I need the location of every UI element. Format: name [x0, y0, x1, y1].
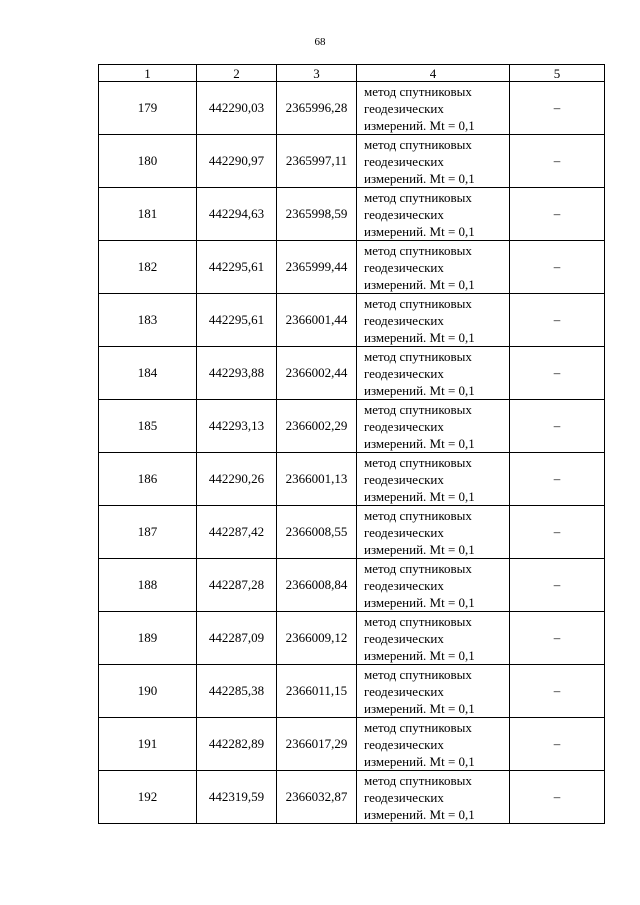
table-row — [99, 771, 605, 824]
method-cell — [357, 718, 510, 771]
method-text-line: измерений. Mt = 0,1 — [364, 541, 475, 557]
method-text-line: измерений. Mt = 0,1 — [364, 382, 475, 398]
method-text-line: метод спутниковых — [364, 560, 472, 576]
coordinate-y-cell: 2365998,59 — [277, 188, 357, 241]
method-text-line: геодезических — [364, 683, 444, 699]
method-text-line: измерений. Mt = 0,1 — [364, 223, 475, 239]
table-row — [99, 347, 605, 400]
point-number-cell: 191 — [99, 718, 197, 771]
method-text-line: измерений. Mt = 0,1 — [364, 647, 475, 663]
coordinate-y-cell: 2366017,29 — [277, 718, 357, 771]
table-row — [99, 241, 605, 294]
method-text-line: геодезических — [364, 259, 444, 275]
method-text-line: геодезических — [364, 206, 444, 222]
method-text-line: измерений. Mt = 0,1 — [364, 435, 475, 451]
table-row — [99, 82, 605, 135]
method-text-line: метод спутниковых — [364, 401, 472, 417]
coordinate-y-cell: 2366032,87 — [277, 771, 357, 824]
method-text-line: измерений. Mt = 0,1 — [364, 806, 475, 822]
coordinate-y-cell: 2366008,55 — [277, 506, 357, 559]
method-text-line: геодезических — [364, 153, 444, 169]
method-cell — [357, 506, 510, 559]
method-text-line: метод спутниковых — [364, 348, 472, 364]
note-cell: – — [510, 188, 605, 241]
method-cell — [357, 241, 510, 294]
coordinate-y-cell: 2366009,12 — [277, 612, 357, 665]
note-cell: – — [510, 771, 605, 824]
note-cell: – — [510, 612, 605, 665]
coordinate-y-cell: 2365997,11 — [277, 135, 357, 188]
note-cell: – — [510, 453, 605, 506]
method-text-line: геодезических — [364, 312, 444, 328]
coordinate-x-cell: 442287,09 — [197, 612, 277, 665]
table-row — [99, 135, 605, 188]
table-row — [99, 188, 605, 241]
method-cell — [357, 559, 510, 612]
coordinate-x-cell: 442290,97 — [197, 135, 277, 188]
method-text-line: измерений. Mt = 0,1 — [364, 276, 475, 292]
table-row — [99, 453, 605, 506]
header-col-3: 3 — [277, 65, 357, 82]
note-cell: – — [510, 135, 605, 188]
coordinate-y-cell: 2365996,28 — [277, 82, 357, 135]
coordinate-y-cell: 2366002,44 — [277, 347, 357, 400]
method-text-line: метод спутниковых — [364, 666, 472, 682]
method-text-line: метод спутниковых — [364, 83, 472, 99]
table-body — [99, 82, 605, 824]
method-text-line: измерений. Mt = 0,1 — [364, 753, 475, 769]
method-text-line: метод спутниковых — [364, 189, 472, 205]
note-cell: – — [510, 241, 605, 294]
coordinate-x-cell: 442287,28 — [197, 559, 277, 612]
point-number-cell: 183 — [99, 294, 197, 347]
method-cell — [357, 82, 510, 135]
coordinate-x-cell: 442295,61 — [197, 241, 277, 294]
note-cell: – — [510, 347, 605, 400]
table-row — [99, 506, 605, 559]
point-number-cell: 190 — [99, 665, 197, 718]
header-col-4: 4 — [357, 65, 510, 82]
method-text-line: метод спутниковых — [364, 454, 472, 470]
method-text-line: измерений. Mt = 0,1 — [364, 329, 475, 345]
table-row — [99, 559, 605, 612]
method-cell — [357, 665, 510, 718]
method-cell — [357, 771, 510, 824]
note-cell: – — [510, 559, 605, 612]
method-text-line: метод спутниковых — [364, 507, 472, 523]
note-cell: – — [510, 506, 605, 559]
note-cell: – — [510, 400, 605, 453]
method-cell — [357, 453, 510, 506]
coordinate-x-cell: 442295,61 — [197, 294, 277, 347]
coordinate-y-cell: 2366001,13 — [277, 453, 357, 506]
method-text-line: геодезических — [364, 471, 444, 487]
coordinate-x-cell: 442282,89 — [197, 718, 277, 771]
method-text-line: геодезических — [364, 418, 444, 434]
coordinate-x-cell: 442319,59 — [197, 771, 277, 824]
point-number-cell: 192 — [99, 771, 197, 824]
method-text-line: геодезических — [364, 789, 444, 805]
point-number-cell: 184 — [99, 347, 197, 400]
method-text-line: геодезических — [364, 577, 444, 593]
method-cell — [357, 612, 510, 665]
method-text-line: геодезических — [364, 630, 444, 646]
method-text-line: метод спутниковых — [364, 719, 472, 735]
point-number-cell: 180 — [99, 135, 197, 188]
table-row — [99, 294, 605, 347]
header-col-1: 1 — [99, 65, 197, 82]
point-number-cell: 185 — [99, 400, 197, 453]
method-text-line: измерений. Mt = 0,1 — [364, 117, 475, 133]
method-text-line: метод спутниковых — [364, 772, 472, 788]
method-text-line: измерений. Mt = 0,1 — [364, 170, 475, 186]
method-text-line: метод спутниковых — [364, 136, 472, 152]
method-text-line: метод спутниковых — [364, 295, 472, 311]
method-text-line: измерений. Mt = 0,1 — [364, 488, 475, 504]
table-row — [99, 718, 605, 771]
method-text-line: геодезических — [364, 100, 444, 116]
page-number: 68 — [314, 36, 326, 48]
point-number-cell: 182 — [99, 241, 197, 294]
method-text-line: измерений. Mt = 0,1 — [364, 700, 475, 716]
method-text-line: измерений. Mt = 0,1 — [364, 594, 475, 610]
note-cell: – — [510, 294, 605, 347]
coordinate-x-cell: 442293,88 — [197, 347, 277, 400]
method-cell — [357, 188, 510, 241]
method-cell — [357, 135, 510, 188]
method-cell — [357, 294, 510, 347]
table-header-row — [99, 65, 605, 82]
method-text-line: метод спутниковых — [364, 613, 472, 629]
method-cell — [357, 400, 510, 453]
coordinate-y-cell: 2365999,44 — [277, 241, 357, 294]
table-row — [99, 400, 605, 453]
method-cell — [357, 347, 510, 400]
method-text-line: геодезических — [364, 524, 444, 540]
note-cell: – — [510, 82, 605, 135]
method-text-line: геодезических — [364, 736, 444, 752]
coordinates-table — [98, 64, 605, 824]
note-cell: – — [510, 718, 605, 771]
table-row — [99, 665, 605, 718]
coordinate-x-cell: 442290,03 — [197, 82, 277, 135]
header-col-5: 5 — [510, 65, 605, 82]
coordinate-y-cell: 2366008,84 — [277, 559, 357, 612]
method-text-line: метод спутниковых — [364, 242, 472, 258]
note-cell: – — [510, 665, 605, 718]
coordinate-y-cell: 2366001,44 — [277, 294, 357, 347]
point-number-cell: 189 — [99, 612, 197, 665]
point-number-cell: 187 — [99, 506, 197, 559]
table-row — [99, 612, 605, 665]
point-number-cell: 179 — [99, 82, 197, 135]
method-text-line: геодезических — [364, 365, 444, 381]
coordinate-y-cell: 2366011,15 — [277, 665, 357, 718]
point-number-cell: 188 — [99, 559, 197, 612]
coordinate-y-cell: 2366002,29 — [277, 400, 357, 453]
coordinate-x-cell: 442285,38 — [197, 665, 277, 718]
header-col-2: 2 — [197, 65, 277, 82]
coordinate-x-cell: 442290,26 — [197, 453, 277, 506]
coordinate-x-cell: 442293,13 — [197, 400, 277, 453]
point-number-cell: 186 — [99, 453, 197, 506]
coordinate-x-cell: 442294,63 — [197, 188, 277, 241]
coordinate-x-cell: 442287,42 — [197, 506, 277, 559]
point-number-cell: 181 — [99, 188, 197, 241]
